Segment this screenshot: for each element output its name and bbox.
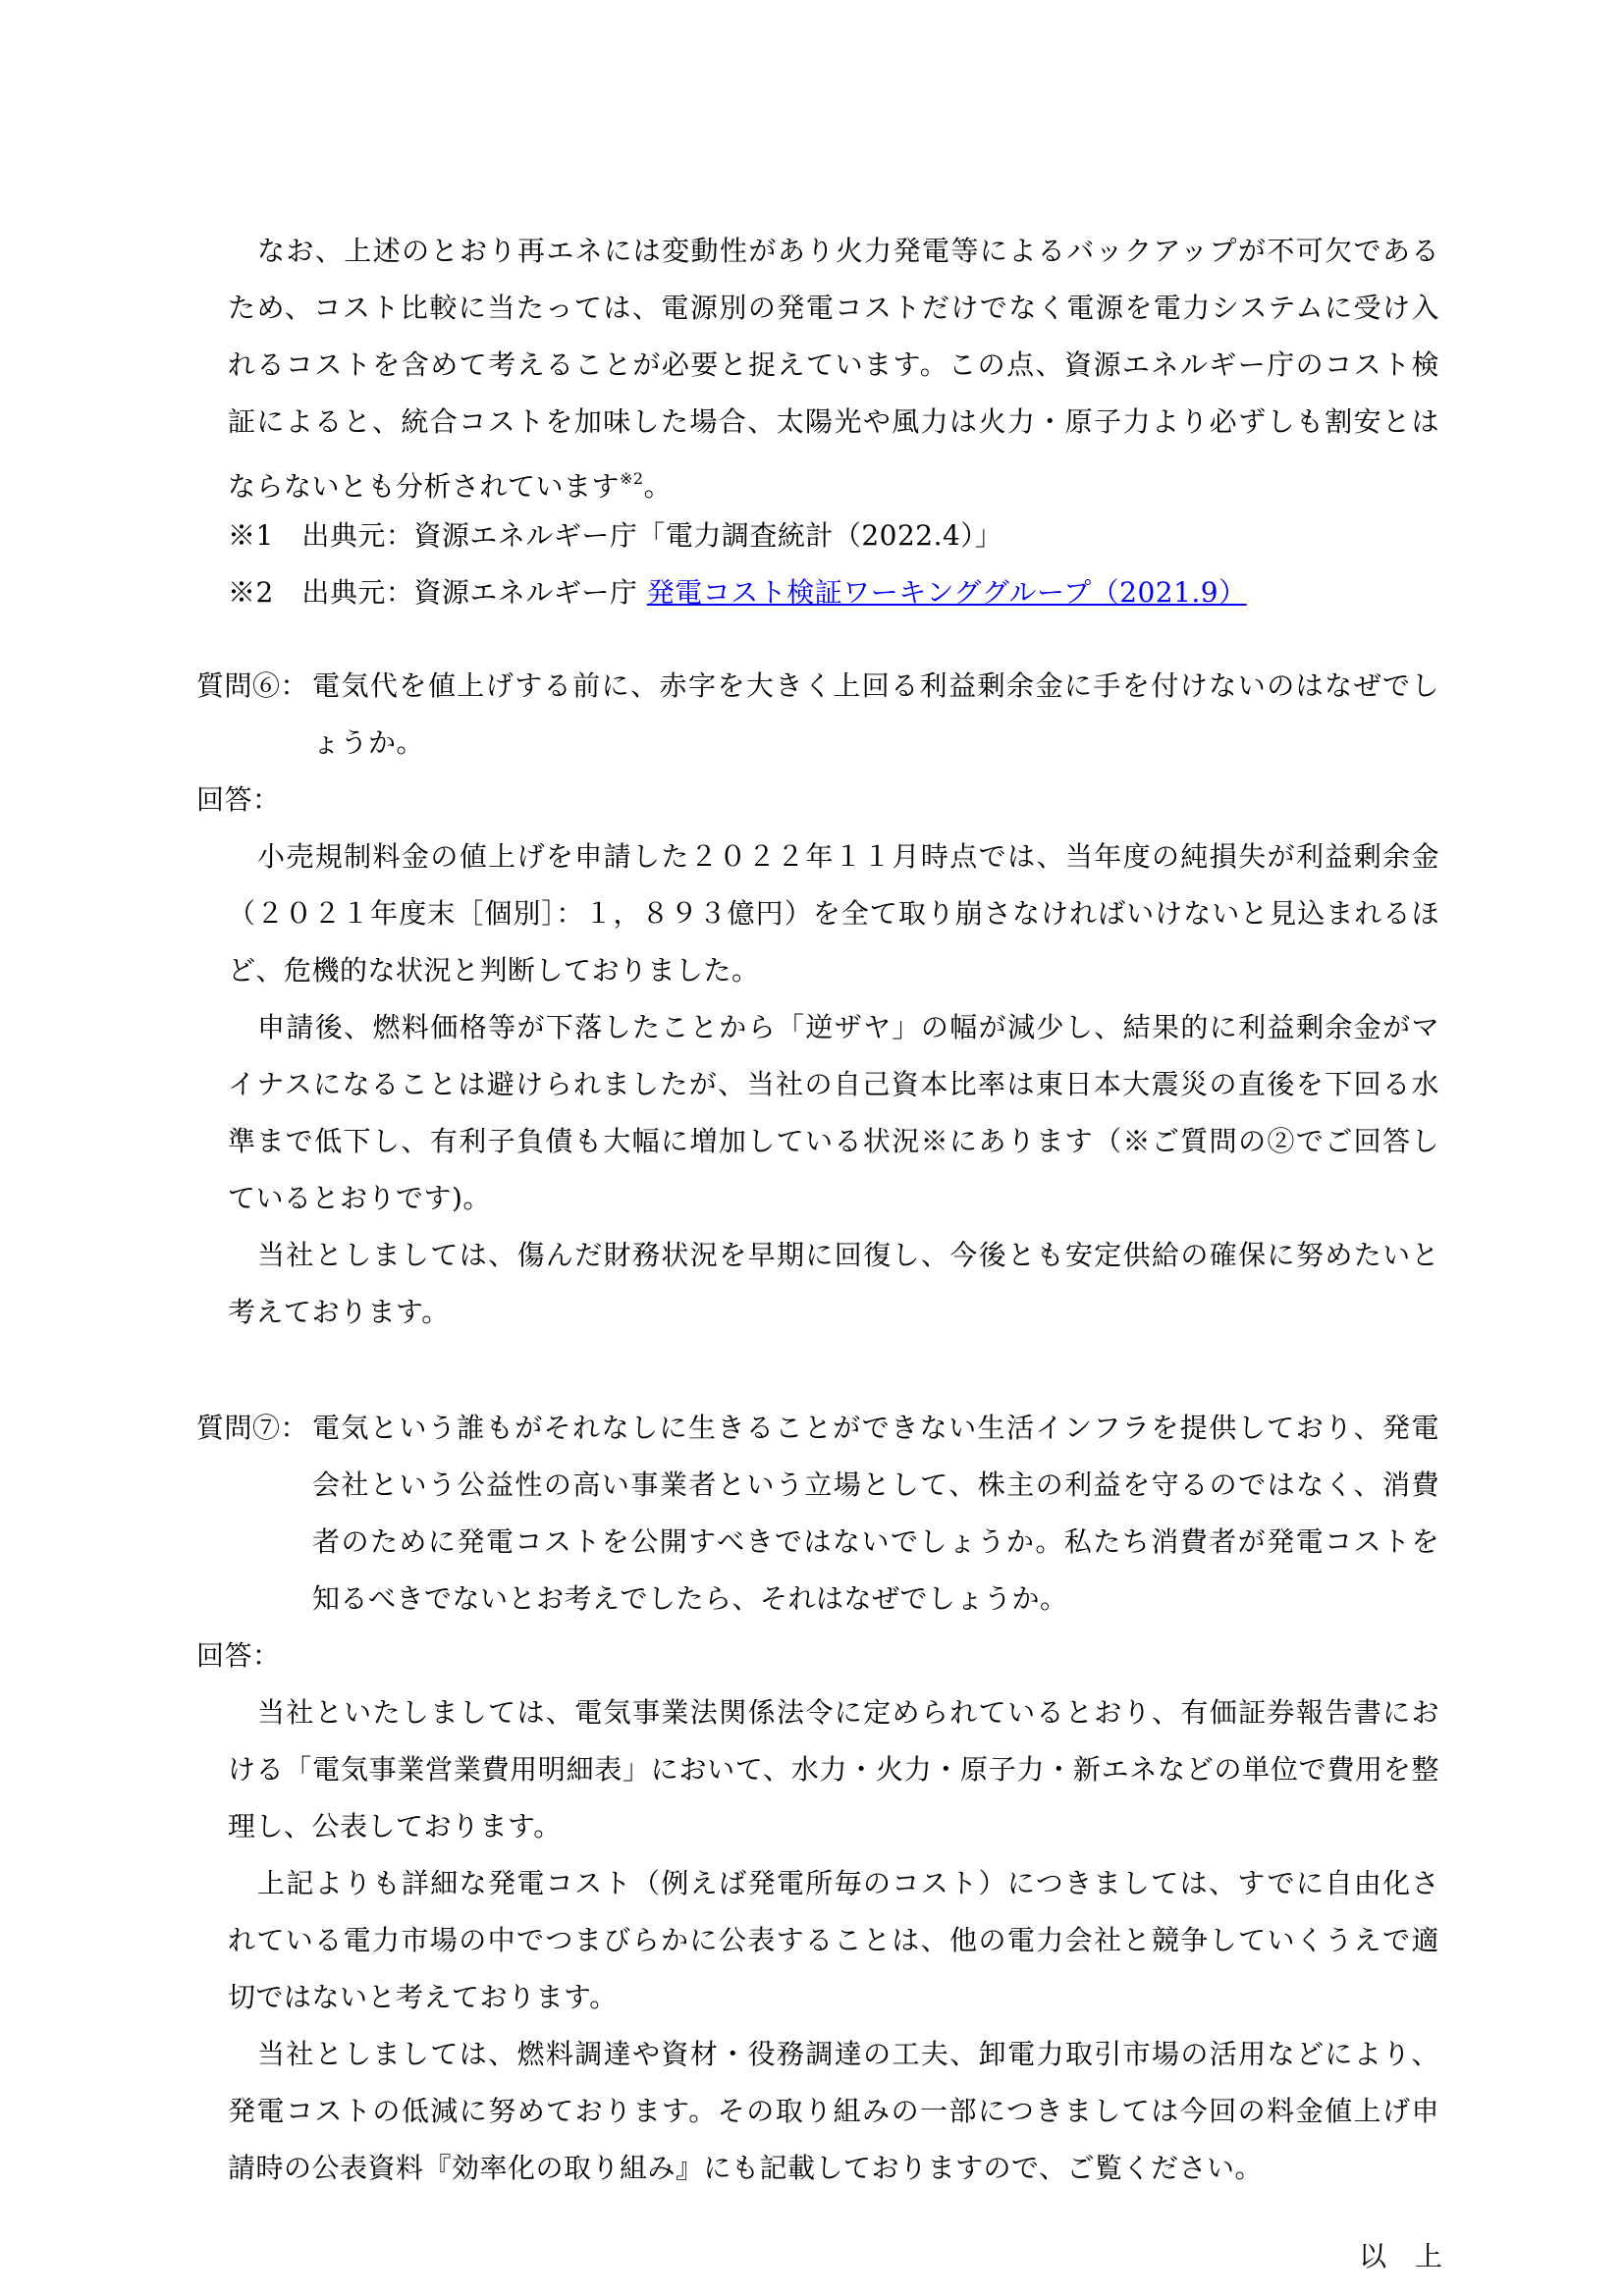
q7-answer-label: 回答： [196, 1639, 281, 1672]
q6-answer-line-3: ど、危機的な状況と判断しておりました。 [228, 954, 760, 987]
q7-line-4: 知るべきでないとお考えでしたら、それはなぜでしょうか。 [312, 1582, 1068, 1615]
q6-answer-label: 回答： [196, 783, 281, 816]
intro-line-5 [228, 459, 673, 503]
q7-answer-line-4: 上記よりも詳細な発電コスト（例えば発電所毎のコスト）につきましては、すでに自由化さ [257, 1867, 1439, 1899]
q7-answer-line-3: 理し、公表しております。 [228, 1810, 562, 1842]
footnote-ref-2: ※2 [620, 469, 644, 488]
q7-line-2: 会社という公益性の高い事業者という立場として、株主の利益を守るのではなく、消費 [312, 1468, 1439, 1501]
q7-answer-line-1: 当社といたしましては、電気事業法関係法令に定められているとおり、有価証券報告書にお [257, 1696, 1439, 1729]
intro-line-4: 証によると、統合コストを加味した場合、太陽光や風力は火力・原子力より必ずしも割安とは [228, 405, 1439, 438]
q7-label: 質問⑦： [196, 1412, 309, 1444]
footnote-1: ※1 出典元：資源エネルギー庁「電力調査統計（2022.4）」 [228, 519, 1003, 552]
intro-line-3: れるコストを含めて考えることが必要と捉えています。この点、資源エネルギー庁のコスト検 [228, 348, 1439, 381]
footnote-2-link[interactable]: 発電コスト検証ワーキンググループ（2021.9） [646, 576, 1247, 609]
q7-line-1: 電気という誰もがそれなしに生きることができない生活インフラを提供しており、発電 [312, 1412, 1439, 1444]
q7-answer-line-8: 発電コストの低減に努めております。その取り組みの一部につきましては今回の料金値上げ申 [228, 2095, 1439, 2127]
q7-answer-line-7: 当社としましては、燃料調達や資材・役務調達の工夫、卸電力取引市場の活用などにより、 [257, 2038, 1439, 2070]
footnote-2-prefix: ※2 出典元：資源エネルギー庁 [228, 576, 647, 609]
q7-line-3: 者のために発電コストを公開すべきではないでしょうか。私たち消費者が発電コストを [312, 1525, 1439, 1558]
intro-line-2: ため、コスト比較に当たっては、電源別の発電コストだけでなく電源を電力システムに受け入 [228, 292, 1439, 324]
q7-answer-line-5: れている電力市場の中でつまびらかに公表することは、他の電力会社と競争していくうえで適 [228, 1924, 1439, 1956]
q6-answer-line-5: イナスになることは避けられましたが、当社の自己資本比率は東日本大震災の直後を下回る水 [228, 1068, 1439, 1100]
footnote-2 [228, 573, 1247, 613]
intro-line-5-text: ならないとも分析されています [228, 470, 621, 503]
q6-answer-line-7: ているとおりです)。 [228, 1182, 491, 1214]
q6-answer-line-4: 申請後、燃料価格等が下落したことから「逆ザヤ」の幅が減少し、結果的に利益剰余金がマ [257, 1011, 1439, 1043]
intro-line-5-end: 。 [643, 470, 673, 503]
q7-answer-line-9: 請時の公表資料『効率化の取り組み』にも記載しておりますので、ご覧ください。 [228, 2152, 1263, 2184]
q7-answer-line-2: ける「電気事業営業費用明細表」において、水力・火力・原子力・新エネなどの単位で費用を整 [228, 1753, 1439, 1786]
q6-line-1: 電気代を値上げする前に、赤字を大きく上回る利益剰余金に手を付けないのはなぜでし [312, 669, 1439, 702]
q7-answer-line-6: 切ではないと考えております。 [228, 1981, 618, 2013]
q6-answer-line-8: 当社としましては、傷んだ財務状況を早期に回復し、今後とも安定供給の確保に努めたいと [257, 1239, 1439, 1271]
q6-line-2: ょうか。 [312, 726, 425, 759]
q6-answer-line-2: （２０２１年度末［個別］：１，８９３億円）を全て取り崩さなければいけないと見込まれるほ [228, 897, 1439, 930]
q6-answer-line-9: 考えております。 [228, 1296, 450, 1328]
q6-answer-line-1: 小売規制料金の値上げを申請した２０２２年１１月時点では、当年度の純損失が利益剰余金 [257, 840, 1439, 873]
q6-answer-line-6: 準まで低下し、有利子負債も大幅に増加している状況※にあります（※ご質問の②でご回答し [228, 1125, 1439, 1157]
q6-label: 質問⑥： [196, 669, 309, 702]
closing-mark: 以 上 [1359, 2240, 1443, 2272]
intro-line-1: なお、上述のとおり再エネには変動性があり火力発電等によるバックアップが不可欠である [257, 235, 1439, 267]
